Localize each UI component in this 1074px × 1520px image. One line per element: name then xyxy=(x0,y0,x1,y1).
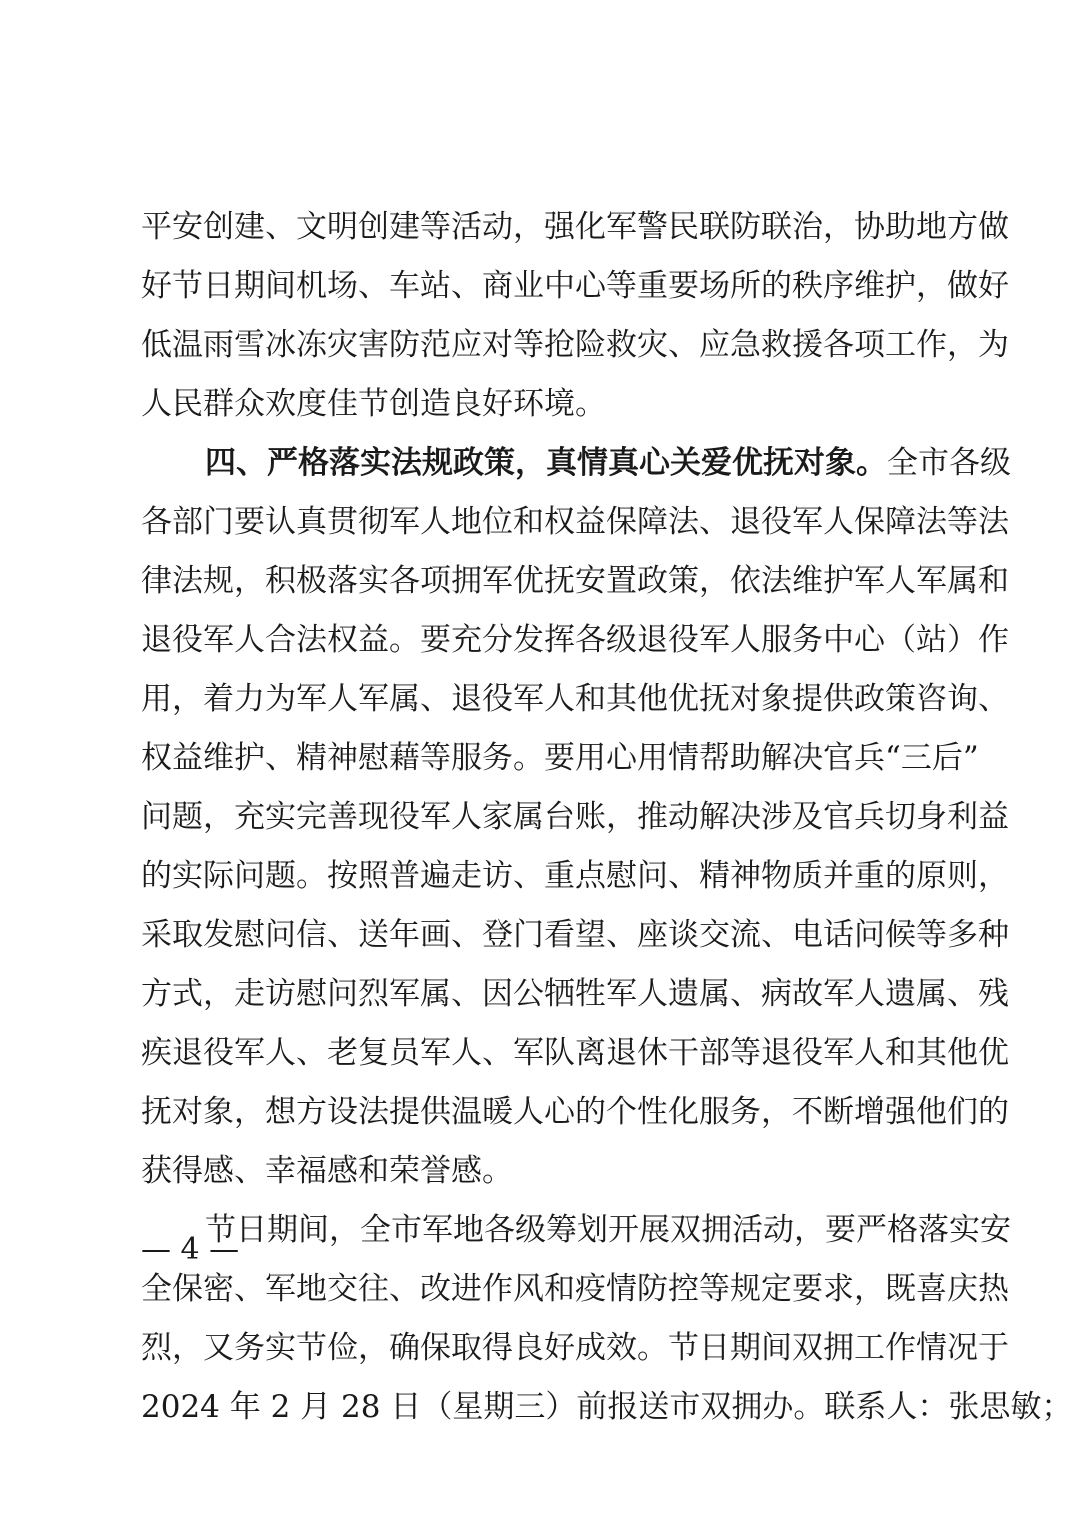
paragraph-line: 方式，走访慰问烈军属、因公牺牲军人遗属、病故军人遗属、残 xyxy=(141,976,1009,1012)
document-body xyxy=(141,198,1073,1437)
paragraph-line: 抚对象，想方设法提供温暖人心的个性化服务，不断增强他们的 xyxy=(141,1094,1009,1130)
paragraph-line: 2024 年 2 月 28 日（星期三）前报送市双拥办。联系人：张思敏； xyxy=(141,1389,1073,1425)
paragraph-line: 退役军人合法权益。要充分发挥各级退役军人服务中心（站）作 xyxy=(141,622,1009,658)
paragraph-line: 疾退役军人、老复员军人、军队离退休干部等退役军人和其他优 xyxy=(141,1035,1009,1071)
paragraph-line: 获得感、幸福感和荣誉感。 xyxy=(141,1153,513,1189)
paragraph-line: 各部门要认真贯彻军人地位和权益保障法、退役军人保障法等法 xyxy=(141,504,1009,540)
paragraph-line: 人民群众欢度佳节创造良好环境。 xyxy=(141,386,606,422)
section-heading-tail: 全市各级 xyxy=(887,445,1011,481)
paragraph-line: 的实际问题。按照普遍走访、重点慰问、精神物质并重的原则， xyxy=(141,858,1009,894)
section-heading: 四、严格落实法规政策，真情真心关爱优抚对象。 xyxy=(205,445,887,481)
section-heading-line xyxy=(141,434,1011,493)
paragraph-line: 烈，又务实节俭，确保取得良好成效。节日期间双拥工作情况于 xyxy=(141,1330,1009,1366)
paragraph-line: 权益维护、精神慰藉等服务。要用心用情帮助解决官兵“三后” xyxy=(141,740,979,776)
paragraph-line: 问题，充实完善现役军人家属台账，推动解决涉及官兵切身利益 xyxy=(141,799,1009,835)
paragraph-line: 全保密、军地交往、改进作风和疫情防控等规定要求，既喜庆热 xyxy=(141,1271,1009,1307)
paragraph-line: 用，着力为军人军属、退役军人和其他优抚对象提供政策咨询、 xyxy=(141,681,1009,717)
paragraph-line: 采取发慰问信、送年画、登门看望、座谈交流、电话问候等多种 xyxy=(141,917,1009,953)
paragraph-line: 好节日期间机场、车站、商业中心等重要场所的秩序维护，做好 xyxy=(141,268,1009,304)
paragraph-line: 平安创建、文明创建等活动，强化军警民联防联治，协助地方做 xyxy=(141,209,1009,245)
page-number: — 4 — xyxy=(141,1232,240,1267)
paragraph-line: 低温雨雪冰冻灾害防范应对等抢险救灾、应急救援各项工作，为 xyxy=(141,327,1009,363)
paragraph-line: 节日期间，全市军地各级筹划开展双拥活动，要严格落实安 xyxy=(205,1212,1011,1248)
paragraph-line: 律法规，积极落实各项拥军优抚安置政策，依法维护军人军属和 xyxy=(141,563,1009,599)
